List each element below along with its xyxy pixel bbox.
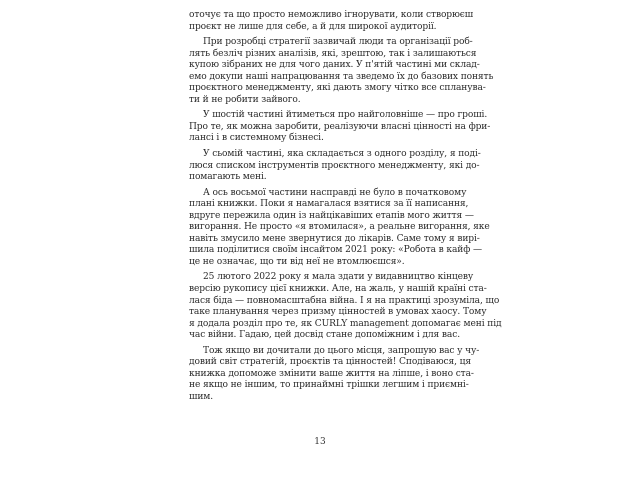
paragraph [189, 272, 502, 341]
paragraph [189, 110, 491, 145]
text-line: При розробці стратегії зазвичай люди та організації роб- [203, 37, 473, 48]
text-line: купою зібраних не для чого даних. У п'ятій частині ми склад- [189, 60, 480, 71]
text-line: емо докупи наші напрацювання та зведемо їх до базових понять [189, 71, 494, 82]
text-line: проєкт не лише для себе, а й для широкої аудиторії. [189, 21, 437, 32]
text-line: вдруге пережила один із найцікавіших етапів мого життя — [189, 210, 474, 221]
paragraph [189, 345, 480, 404]
text-line: лять безліч різних аналізів, які, зрештою, так і залишаються [189, 48, 477, 59]
text-line: люся списком інструментів проєктного менеджменту, які до- [189, 160, 480, 171]
text-line: навіть змусило мене звернутися до лікарів. Саме тому я вирі- [189, 233, 480, 244]
text-line: довий світ стратегій, проєктів та цінностей! Сподіваюся, ця [189, 357, 472, 368]
paragraph [189, 187, 490, 269]
paragraph [189, 149, 481, 184]
text-line: проєктного менеджменту, які дають змогу чітко все спланува- [189, 83, 486, 94]
text-line: це не означає, що ти від неї не втомлюєшся». [189, 256, 405, 267]
text-line: Тож якщо ви дочитали до цього місця, запрошую вас у чу- [203, 345, 480, 356]
text-line: я додала розділ про те, як CURLY management допомагає мені під [189, 318, 502, 329]
text-line: книжка допоможе змінити ваше життя на ліпше, і воно ста- [189, 368, 474, 379]
text-line: версію рукопису цієї книжки. Але, на жаль, у нашій країні ста- [189, 284, 487, 295]
paragraph [189, 37, 494, 106]
text-line: 25 лютого 2022 року я мала здати у видавництво кінцеву [203, 272, 474, 283]
text-line: помагають мені. [189, 172, 267, 183]
text-line: не якщо не іншим, то принаймні трішки легшим і приємні- [189, 380, 469, 391]
text-line: таке планування через призму цінностей в умовах хаосу. Тому [189, 307, 487, 318]
text-line: Про те, як можна заробити, реалізуючи власні цінності на фри- [189, 121, 491, 132]
text-line: шим. [189, 391, 213, 402]
page-number: 13 [314, 437, 326, 447]
text-line: лансі і в системному бізнесі. [189, 133, 324, 144]
text-line: лася біда — повномасштабна війна. І я на практиці зрозуміла, що [189, 295, 500, 306]
text-line: час війни. Гадаю, цей досвід стане допоміжним і для вас. [189, 330, 460, 341]
text-line: шила поділитися своїм інсайтом 2021 року: «Робота в кайф — [189, 245, 482, 256]
text-line: вигорання. Не просто «я втомилася», а реальне вигорання, яке [189, 222, 490, 233]
text-line: У сьомій частині, яка складається з одного розділу, я поді- [203, 149, 481, 160]
text-line: ти й не робити зайвого. [189, 94, 301, 105]
text-line: У шостій частині йтиметься про найголовніше — про гроші. [203, 110, 488, 121]
text-line: А ось восьмої частини насправді не було в початковому [203, 187, 467, 198]
text-line: плані книжки. Поки я намагалася взятися за її написання, [189, 199, 469, 210]
paragraph [189, 10, 474, 33]
body-text [189, 10, 502, 404]
text-line: оточує та що просто неможливо ігнорувати, коли створюєш [189, 10, 474, 20]
